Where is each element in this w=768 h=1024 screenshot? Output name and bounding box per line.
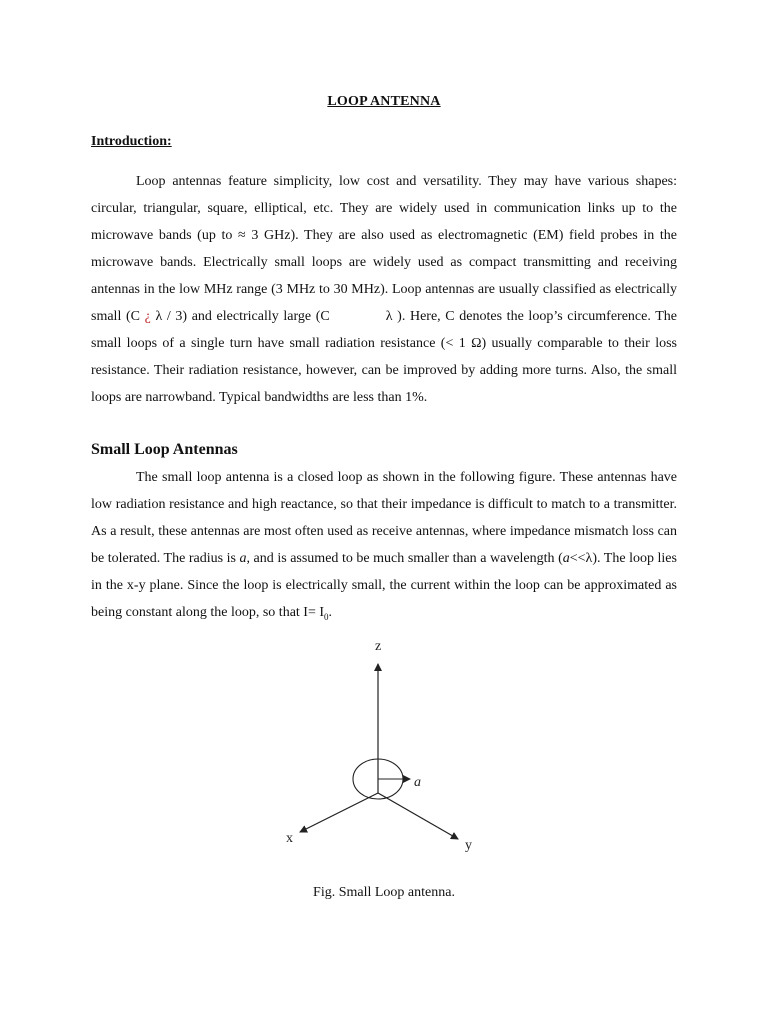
small-loop-text-part2: , and is assumed to be much smaller than a wavelength (	[246, 551, 563, 566]
intro-text-part1: Loop antennas feature simplicity, low cost and versatility. They may have various shapes: circular, triangular, square, elliptical, etc. They are widely used in communication links up to the microwave bands (up to ≈ 3 GHz). They are also used as electromagnetic (EM) field probes in the microwave bands. Electrically small loops are widely used as compact transmitting and receiving antennas in the low MHz range (3 MHz to 30 MHz). Loop antennas are usually classified as electrically small (C	[91, 174, 677, 324]
small-loop-paragraph	[91, 464, 677, 631]
x-axis	[300, 793, 378, 832]
current-subscript: 0	[324, 611, 329, 622]
small-loop-text-part4: .	[328, 605, 333, 620]
intro-red-glyph: ¿	[144, 309, 151, 324]
z-axis-label: z	[375, 639, 382, 654]
y-axis	[378, 793, 458, 839]
introduction-heading: Introduction:	[91, 134, 172, 149]
radius-label: a	[414, 775, 421, 790]
intro-text-part3: λ ). Here, C denotes the loop’s circumference. The small loops of a single turn have small radiation resistance (< 1 Ω) usually comparable to their loss resistance. Their radiation resistance, however, can be improved by adding more turns. Also, the small loops are narrowband. Typical bandwidths are less than 1%.	[91, 309, 677, 405]
small-loop-text-part1: The small loop antenna is a closed loop as shown in the following figure. These antennas have low radiation resistance and high reactance, so that their impedance is difficult to match to a transmitter. As a result, these antennas are most often used as receive antennas, where impedance mismatch loss can be tolerated. The radius is	[91, 470, 677, 566]
small-loop-text-part3: <<λ). The loop lies in the x-y plane. Since the loop is electrically small, the current within the loop can be approximated as being constant along the loop, so that I= I	[91, 551, 677, 620]
figure-caption: Fig. Small Loop antenna.	[313, 885, 455, 900]
intro-text-part2: λ / 3) and electrically large (C	[150, 309, 330, 324]
small-loop-figure	[280, 636, 490, 856]
x-axis-label: x	[286, 831, 293, 846]
small-loop-heading: Small Loop Antennas	[91, 441, 238, 458]
y-axis-label: y	[465, 838, 472, 853]
page-title: LOOP ANTENNA	[327, 94, 441, 109]
introduction-paragraph	[91, 168, 677, 411]
radius-symbol: a	[239, 551, 247, 566]
radius-symbol-paren: a	[562, 551, 570, 566]
